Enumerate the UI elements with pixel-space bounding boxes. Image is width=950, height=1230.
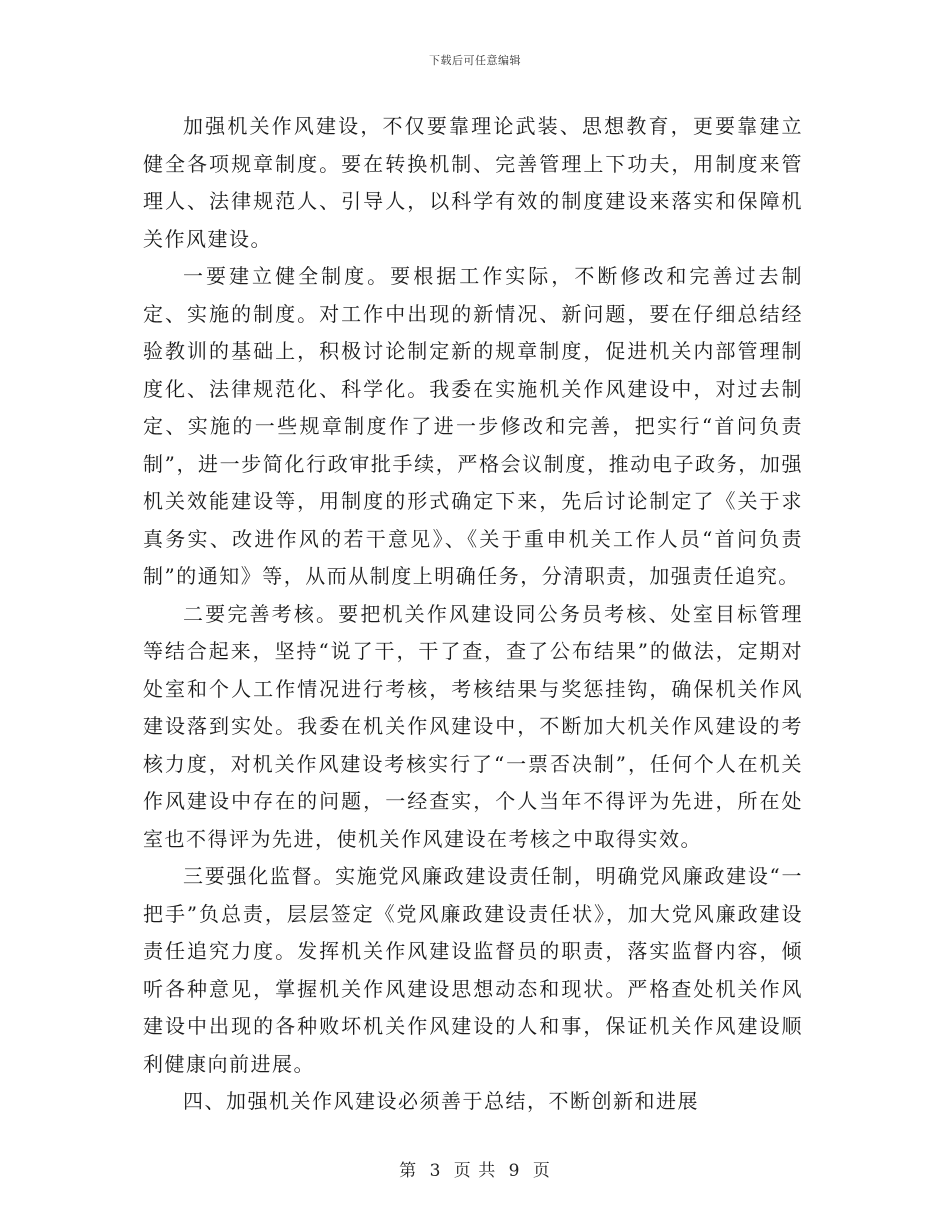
paragraph-intro: 加强机关作风建设，不仅要靠理论武装、思想教育，更要靠建立健全各项规章制度。要在转换机制、完善管理上下功夫，用制度来管理人、法律规范人、引导人，以科学有效的制度建设来落实和保障机关作风建设。 bbox=[143, 114, 803, 251]
paragraph-section-four-heading: 四、加强机关作风建设必须善于总结，不断创新和进展 bbox=[183, 1089, 699, 1113]
page-footer bbox=[0, 1156, 950, 1181]
paragraph-establish-systems: 一要建立健全制度。要根据工作实际，不断修改和完善过去制定、实施的制度。对工作中出现的新情况、新问题，要在仔细总结经验教训的基础上，积极讨论制定新的规章制度，促进机关内部管理制度化、法律规范化、科学化。我委在实施机关作风建设中，对过去制定、实施的一些规章制度作了进一步修改和完善，把实行“首问负责制”，进一步简化行政审批手续，严格会议制度，推动电子政务，加强机关效能建设等，用制度的形式确定下来，先后讨论制定了《关于求真务实、改进作风的若干意见》、《关于重申机关工作人员“首问负责制”的通知》等，从而从制度上明确任务，分清职责，加强责任追究。 bbox=[143, 264, 803, 588]
total-pages-number: 9 bbox=[508, 1161, 521, 1181]
page-header: 下载后可任意编辑 bbox=[429, 54, 521, 67]
paragraph-improve-assessment: 二要完善考核。要把机关作风建设同公务员考核、处室目标管理等结合起来，坚持“说了干，干了查，查了公布结果”的做法，定期对处室和个人工作情况进行考核，考核结果与奖惩挂钩，确保机关作风建设落到实处。我委在机关作风建设中，不断加大机关作风建设的考核力度，对机关作风建设考核实行了“一票否决制”，任何个人在机关作风建设中存在的问题，一经查实，个人当年不得评为先进，所在处室也不得评为先进，使机关作风建设在考核之中取得实效。 bbox=[143, 601, 803, 851]
paragraph-strengthen-supervision: 三要强化监督。实施党风廉政建设责任制，明确党风廉政建设“一把手”负总责，层层签定《党风廉政建设责任状》，加大党风廉政建设责任追究力度。发挥机关作风建设监督员的职责，落实监督内容，倾听各种意见，掌握机关作风建设思想动态和现状。严格查处机关作风建设中出现的各种败坏机关作风建设的人和事，保证机关作风建设顺利健康向前进展。 bbox=[143, 864, 803, 1076]
document-body bbox=[143, 108, 803, 1121]
footer-prefix: 第 bbox=[399, 1161, 418, 1181]
footer-suffix: 页 bbox=[532, 1161, 551, 1181]
footer-middle: 页 共 bbox=[453, 1161, 497, 1181]
current-page-number: 3 bbox=[429, 1161, 442, 1181]
